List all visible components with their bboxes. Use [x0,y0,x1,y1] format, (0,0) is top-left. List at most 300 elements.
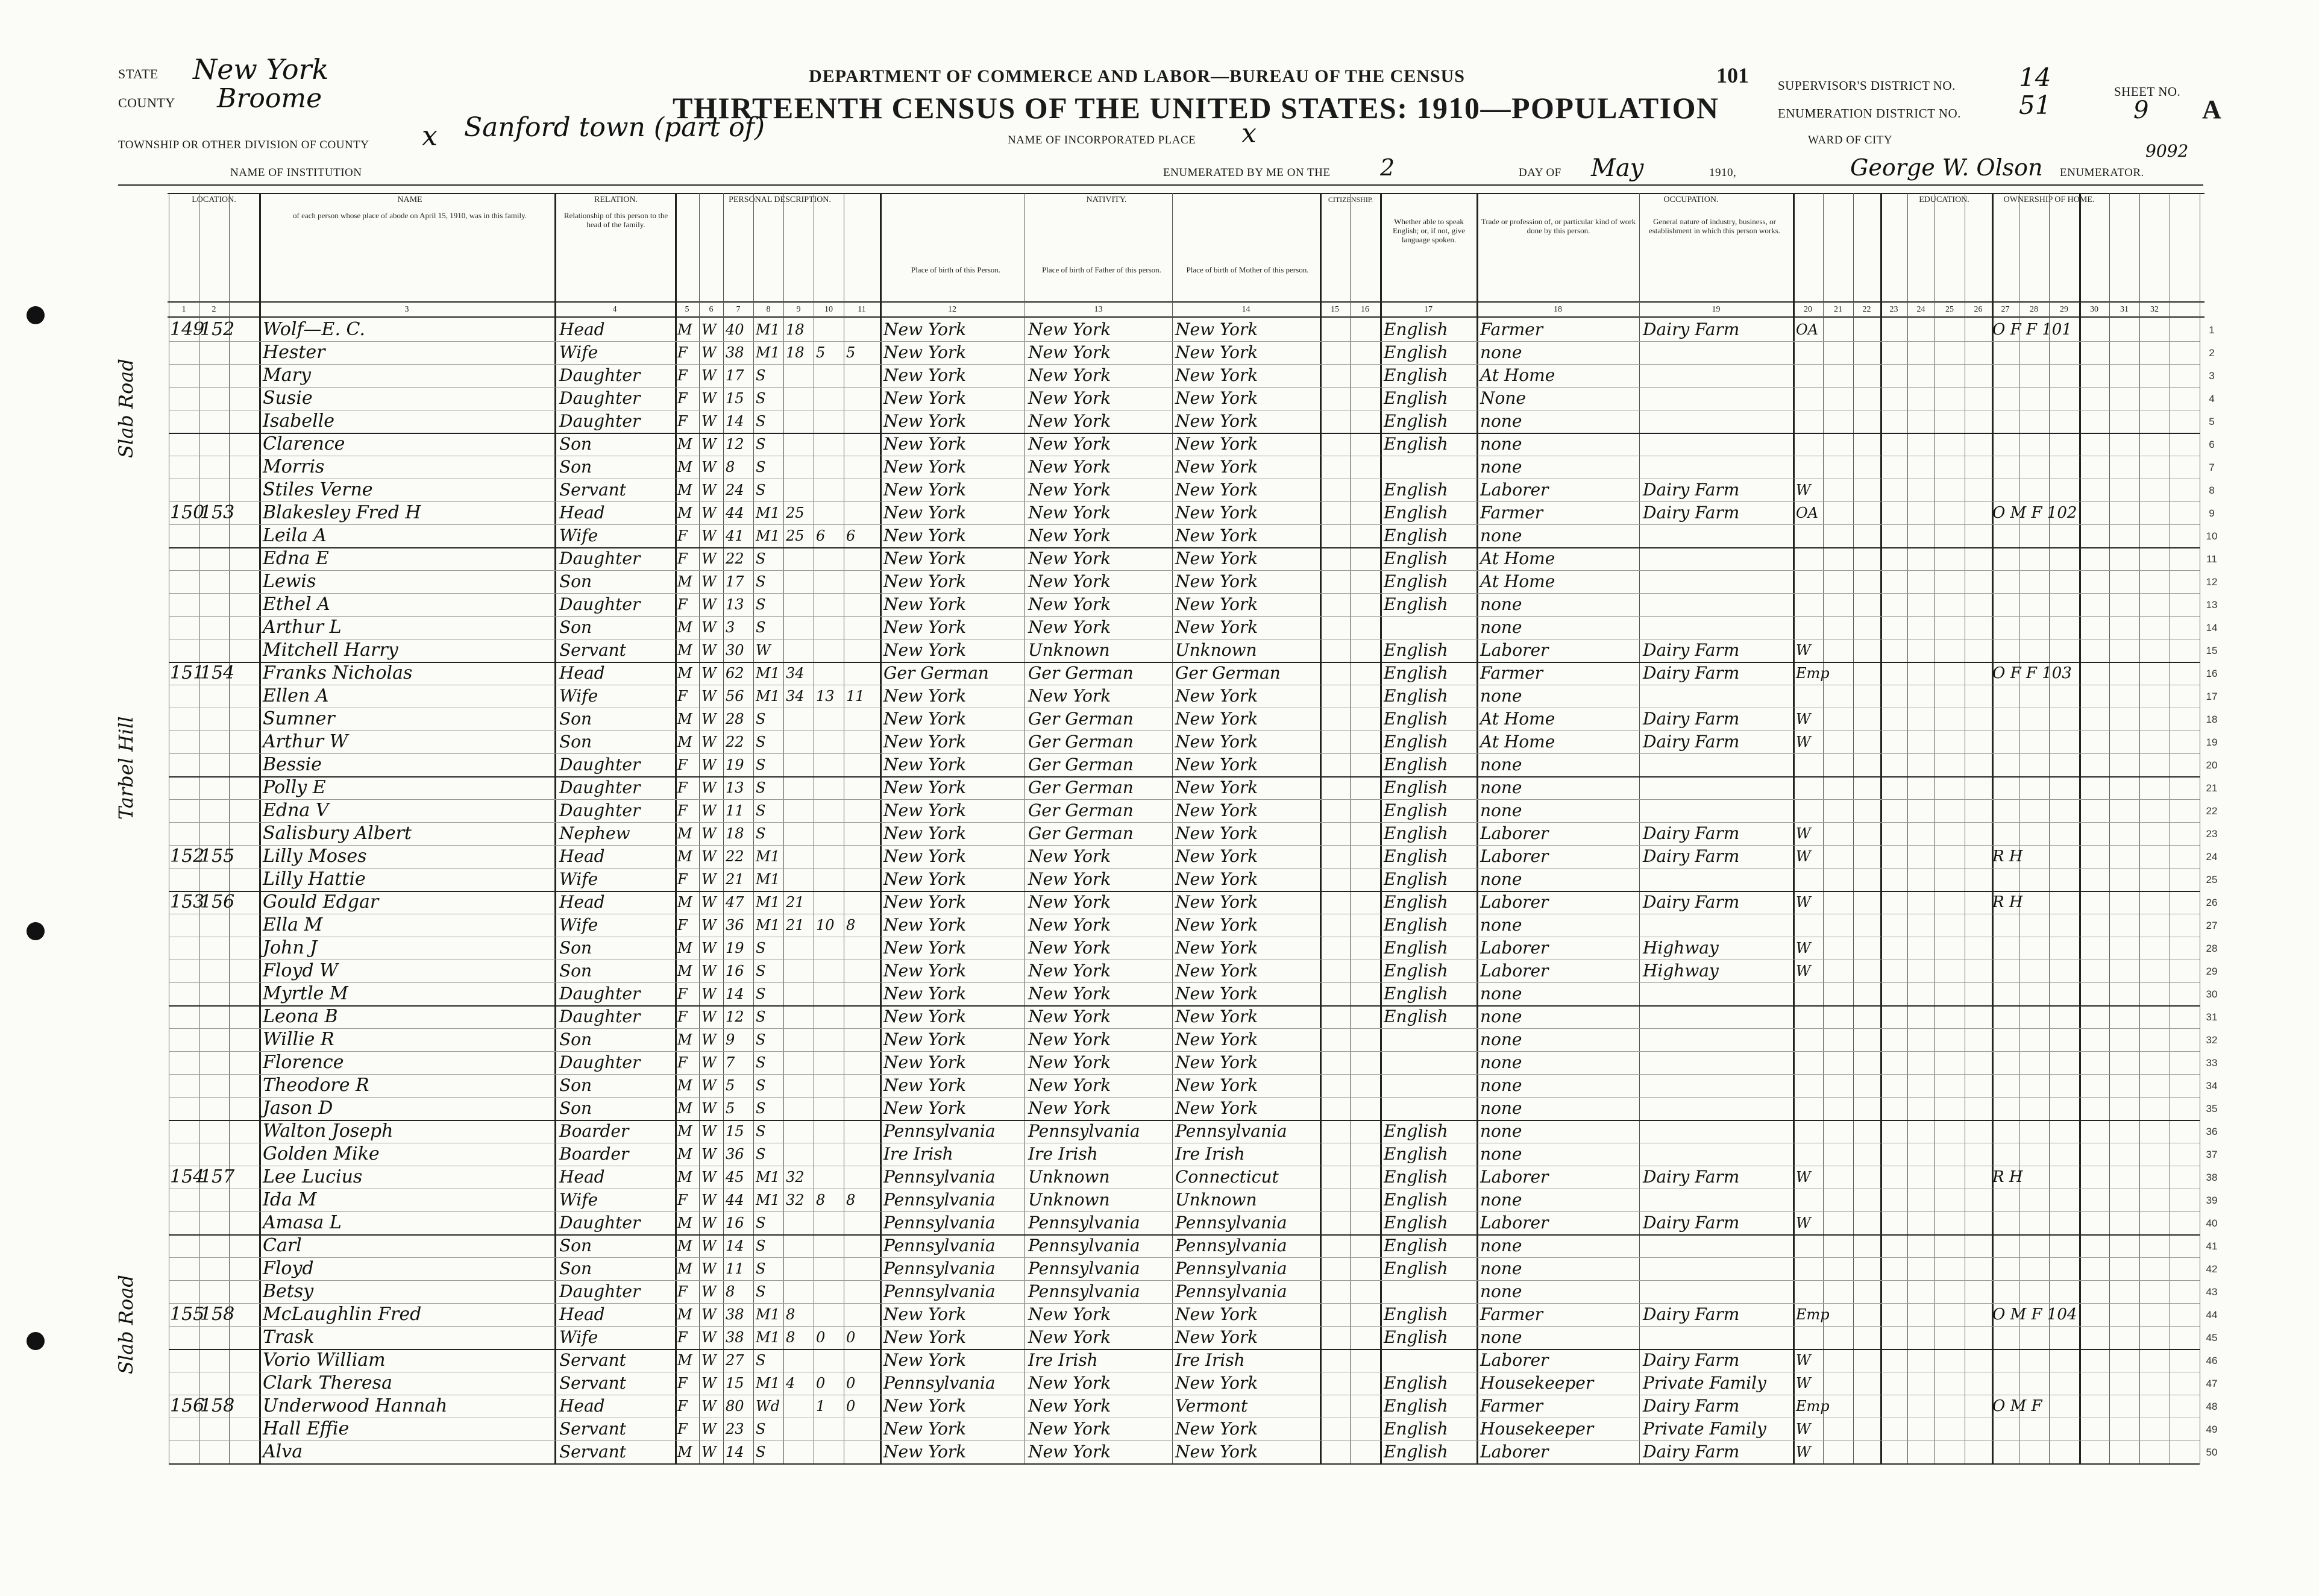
relation: Son [559,434,592,454]
race: W [701,1260,717,1277]
race: W [701,1375,717,1392]
age: 14 [726,985,744,1002]
person-name: Theodore R [263,1075,369,1096]
age: 38 [726,1329,744,1346]
birthplace-father: New York [1028,617,1111,637]
relation: Servant [559,1419,626,1439]
row-number: 45 [2206,1332,2218,1343]
age: 16 [726,963,744,979]
sex: M [677,848,692,865]
enumeration-label: ENUMERATION DISTRICT NO. [1778,106,1961,121]
industry: Dairy Farm [1643,480,1740,500]
person-name: Underwood Hannah [263,1395,448,1416]
race: W [701,413,717,430]
trade: Laborer [1480,938,1549,958]
age: 14 [726,1237,744,1254]
person-name: Arthur W [263,731,348,752]
language: English [1384,1007,1448,1026]
age: 47 [726,894,744,911]
person-name: Betsy [263,1281,314,1302]
age: 9 [726,1031,735,1048]
age: 14 [726,1444,744,1460]
children-living: 0 [846,1398,856,1415]
language: English [1384,342,1448,362]
employment-class: Emp [1796,1306,1830,1323]
column-number: 7 [736,305,741,314]
birthplace-person: Pennsylvania [883,1190,996,1210]
row-number: 50 [2206,1447,2218,1458]
row-number: 16 [2206,668,2218,679]
enumerator-name: George W. Olson [1850,154,2043,181]
birthplace-father: Unknown [1028,1190,1110,1210]
birthplace-person: New York [883,1419,967,1439]
birthplace-father: Ire Irish [1028,1144,1098,1164]
row-number: 41 [2206,1240,2218,1252]
township-value: Sanford town (part of) [464,112,765,143]
relation: Servant [559,1350,626,1370]
sheet-label: SHEET NO. [2114,84,2181,99]
person-name: Leila A [263,525,327,546]
race: W [701,504,717,521]
home-ownership: R H [1992,847,2023,866]
relation: Daughter [559,778,641,797]
birthplace-mother: New York [1175,1373,1258,1393]
birthplace-mother: New York [1175,1098,1258,1118]
age: 22 [726,550,744,567]
marital-status: S [756,1260,766,1277]
birthplace-person: New York [883,457,967,477]
birthplace-person: New York [883,915,967,935]
birthplace-father: Pennsylvania [1028,1236,1140,1255]
person-name: Hester [263,342,325,363]
person-name: Clark Theresa [263,1372,392,1393]
marital-status: S [756,1100,766,1117]
birthplace-person: New York [883,984,967,1004]
birthplace-person: New York [883,800,967,820]
birthplace-father: New York [1028,1098,1111,1118]
children-born: 5 [816,344,826,361]
race: W [701,390,717,407]
sex: M [677,711,692,727]
age: 11 [726,1260,744,1277]
birthplace-person: New York [883,1029,967,1049]
birthplace-person: New York [883,778,967,797]
person-name: Morris [263,456,325,477]
person-name: Vorio William [263,1349,386,1371]
age: 15 [726,1375,744,1392]
birthplace-person: New York [883,411,967,431]
marital-status: S [756,1077,766,1094]
birthplace-mother: New York [1175,892,1258,912]
employment-class: OA [1796,504,1819,521]
industry: Dairy Farm [1643,640,1740,660]
sex: M [677,642,692,659]
language: English [1384,938,1448,958]
language-header: Whether able to speak English; or, if not, give language spoken. [1392,217,1466,244]
relation: Wife [559,915,598,935]
birthplace-person: New York [883,1075,967,1095]
row-number: 14 [2206,622,2218,633]
birthplace-father: New York [1028,869,1111,889]
birthplace-mother: New York [1175,846,1258,866]
sex: M [677,436,692,453]
header-rule [118,184,2203,186]
children-living: 5 [846,344,856,361]
age: 80 [726,1398,744,1415]
race: W [701,1283,717,1300]
person-name: Sumner [263,708,335,729]
birthplace-person: New York [883,319,967,339]
column-number: 22 [1862,305,1871,314]
page-number: 101 [1716,63,1749,87]
sex: M [677,1077,692,1094]
birthplace-person: New York [883,434,967,454]
industry: Dairy Farm [1643,709,1740,729]
column-rule [1639,193,1640,1463]
row-number: 2 [2209,347,2215,359]
row-number: 5 [2209,416,2215,427]
row-number: 18 [2206,714,2218,725]
column-rule [1793,193,1795,1463]
person-name: Ethel A [263,594,330,615]
column-number: 25 [1945,305,1954,314]
relation: Wife [559,342,598,362]
person-name: Leona B [263,1006,338,1027]
relation: Daughter [559,548,641,568]
birthplace-mother: New York [1175,686,1258,706]
birthplace-person: New York [883,548,967,568]
row-number: 12 [2206,576,2218,588]
person-name: Edna V [263,800,329,821]
language: English [1384,1190,1448,1210]
employment-class: Emp [1796,665,1830,682]
birthplace-person: New York [883,365,967,385]
age: 3 [726,619,735,636]
row-number: 28 [2206,943,2218,954]
language: English [1384,800,1448,820]
language: English [1384,869,1448,889]
race: W [701,1054,717,1071]
trade: none [1480,526,1522,545]
birthplace-father: New York [1028,1052,1111,1072]
industry: Highway [1643,938,1719,958]
row-number: 39 [2206,1195,2218,1206]
person-name: Arthur L [263,617,342,638]
row-number: 32 [2206,1034,2218,1046]
birthplace-person: Pennsylvania [883,1213,996,1233]
birth-person-header: Place of birth of this Person. [911,265,1001,274]
birthplace-person: New York [883,1327,967,1347]
relation: Wife [559,869,598,889]
state-label: STATE [118,66,158,81]
age: 62 [726,665,744,682]
enumerated-day: 2 [1380,154,1395,181]
birthplace-person: New York [883,1007,967,1026]
age: 14 [726,413,744,430]
birthplace-mother: Unknown [1175,640,1257,660]
birthplace-person: New York [883,709,967,729]
birthplace-father: New York [1028,342,1111,362]
birthplace-father: New York [1028,1396,1111,1416]
corner-note: 9092 [2145,141,2189,161]
row-number: 4 [2209,393,2215,404]
person-name: Gould Edgar [263,891,379,913]
birthplace-mother: New York [1175,823,1258,843]
sex: M [677,573,692,590]
industry: Dairy Farm [1643,1304,1740,1324]
sex: M [677,1031,692,1048]
trade: none [1480,1327,1522,1347]
age: 5 [726,1077,735,1094]
age: 22 [726,848,744,865]
column-rule [1992,193,1994,1463]
row-number: 15 [2206,645,2218,656]
marital-status: S [756,1054,766,1071]
column-number: 17 [1424,305,1433,314]
birthplace-father: Ger German [1028,755,1134,774]
language: English [1384,984,1448,1004]
race: W [701,527,717,544]
ward-label: WARD OF CITY [1808,134,1893,146]
industry: Dairy Farm [1643,1396,1740,1416]
birthplace-person: New York [883,938,967,958]
department-line: DEPARTMENT OF COMMERCE AND LABOR—BUREAU OF THE CENSUS [809,66,1465,86]
years-married: 21 [786,894,805,911]
column-rule [2079,193,2081,1463]
birthplace-father: Unknown [1028,1167,1110,1187]
sex: M [677,1169,692,1186]
industry: Dairy Farm [1643,1350,1740,1370]
marital-status: M1 [756,1375,780,1392]
birthplace-person: New York [883,1304,967,1324]
trade: none [1480,755,1522,774]
children-living: 8 [846,1192,856,1208]
body-top-rule [168,316,2204,318]
race: W [701,1031,717,1048]
birthplace-person: Ire Irish [883,1144,953,1164]
relation: Son [559,1098,592,1118]
marital-status: S [756,711,766,727]
marital-status: M1 [756,894,780,911]
person-name: Golden Mike [263,1143,380,1164]
section-location: LOCATION. [192,195,236,204]
birthplace-father: New York [1028,365,1111,385]
sex: F [677,985,688,1002]
language: English [1384,732,1448,752]
relation: Servant [559,1373,626,1393]
birthplace-father: New York [1028,457,1111,477]
birthplace-person: New York [883,755,967,774]
person-name: Susie [263,388,313,409]
sex: M [677,940,692,957]
row-number: 17 [2206,691,2218,702]
birthplace-father: Ger German [1028,800,1134,820]
trade: none [1480,1236,1522,1255]
column-number: 10 [824,305,833,314]
trade: none [1480,869,1522,889]
employment-class: Emp [1796,1398,1830,1415]
birthplace-father: New York [1028,1327,1111,1347]
township-label: TOWNSHIP OR OTHER DIVISION OF COUNTY [118,139,369,151]
home-ownership: O F F 101 [1992,321,2072,339]
race: W [701,550,717,567]
marital-status: S [756,1008,766,1025]
relation: Daughter [559,365,641,385]
birthplace-person: Pennsylvania [883,1236,996,1255]
birthplace-mother: Pennsylvania [1175,1236,1287,1255]
marital-status: S [756,756,766,773]
enumerator-label: ENUMERATOR. [2060,166,2144,179]
birth-mother-header: Place of birth of Mother of this person. [1186,265,1309,274]
age: 24 [726,482,744,498]
relation: Wife [559,686,598,706]
birthplace-father: New York [1028,434,1111,454]
birthplace-person: New York [883,388,967,408]
trade: Laborer [1480,480,1549,500]
row-number: 29 [2206,966,2218,977]
sheet-value: 9 [2133,96,2149,124]
language: English [1384,1373,1448,1393]
age: 45 [726,1169,744,1186]
relation: Son [559,1236,592,1255]
marital-status: M1 [756,665,780,682]
trade: none [1480,778,1522,797]
race: W [701,1306,717,1323]
marital-status: S [756,802,766,819]
relation: Daughter [559,800,641,820]
language: English [1384,1419,1448,1439]
years-married: 8 [786,1329,795,1346]
birthplace-father: New York [1028,388,1111,408]
row-number: 35 [2206,1103,2218,1114]
birthplace-mother: Vermont [1175,1396,1248,1416]
relation: Son [559,732,592,752]
column-number: 23 [1889,305,1898,314]
language: English [1384,686,1448,706]
relation: Son [559,1075,592,1095]
marital-status: S [756,390,766,407]
row-number: 11 [2206,553,2217,565]
sex: F [677,1329,688,1346]
age: 8 [726,1283,735,1300]
birthplace-father: Pennsylvania [1028,1213,1140,1233]
row-number: 43 [2206,1286,2218,1298]
trade: Laborer [1480,1350,1549,1370]
trade: Housekeeper [1480,1419,1594,1439]
enumeration-value: 51 [2019,90,2051,120]
age: 17 [726,367,744,384]
marital-status: S [756,779,766,796]
race: W [701,367,717,384]
trade: Farmer [1480,1396,1543,1416]
birthplace-mother: New York [1175,938,1258,958]
marital-status: M1 [756,504,780,521]
family-number: 153 [200,502,235,523]
column-rule [2139,193,2140,1463]
birthplace-mother: New York [1175,984,1258,1004]
relation: Nephew [559,823,630,843]
language: English [1384,571,1448,591]
trade: At Home [1480,548,1555,568]
language: English [1384,709,1448,729]
children-born: 6 [816,527,826,544]
employment-class: W [1796,963,1811,979]
birthplace-mother: Unknown [1175,1190,1257,1210]
language: English [1384,1327,1448,1347]
birthplace-mother: New York [1175,388,1258,408]
trade: Farmer [1480,1304,1543,1324]
industry: Dairy Farm [1643,503,1740,523]
person-name: Stiles Verne [263,479,373,500]
race: W [701,642,717,659]
birthplace-person: New York [883,732,967,752]
birthplace-mother: New York [1175,732,1258,752]
trade: At Home [1480,709,1555,729]
birthplace-father: Pennsylvania [1028,1258,1140,1278]
person-name: Amasa L [263,1212,342,1233]
age: 40 [726,321,744,338]
years-married: 18 [786,344,805,361]
row-number: 7 [2209,462,2215,473]
column-number: 5 [685,305,689,314]
trade-header: Trade or profession of, or particular kind of work done by this person. [1481,217,1636,235]
birthplace-father: New York [1028,961,1111,981]
relation: Servant [559,640,626,660]
relation: Servant [559,480,626,500]
race: W [701,1444,717,1460]
person-name: Florence [263,1052,344,1073]
birthplace-mother: New York [1175,548,1258,568]
relation: Son [559,1258,592,1278]
employment-class: W [1796,1169,1811,1186]
sex: F [677,390,688,407]
industry: Dairy Farm [1643,823,1740,843]
relation: Daughter [559,1007,641,1026]
birthplace-mother: New York [1175,480,1258,500]
marital-status: S [756,1444,766,1460]
birthplace-father: New York [1028,984,1111,1004]
marital-status: S [756,367,766,384]
marital-status: S [756,1421,766,1437]
race: W [701,940,717,957]
birthplace-father: New York [1028,526,1111,545]
language: English [1384,365,1448,385]
row-number: 38 [2206,1172,2218,1183]
race: W [701,1421,717,1437]
language: English [1384,961,1448,981]
column-rule [1907,193,1908,1463]
column-number: 32 [2150,305,2159,314]
birthplace-mother: Ire Irish [1175,1350,1245,1370]
marital-status: S [756,573,766,590]
sex: F [677,527,688,544]
marital-status: M1 [756,688,780,705]
birthplace-person: Pennsylvania [883,1121,996,1141]
row-number: 25 [2206,874,2218,885]
employment-class: W [1796,642,1811,659]
marital-status: S [756,985,766,1002]
age: 21 [726,871,744,888]
marital-status: W [756,642,771,659]
birthplace-person: New York [883,869,967,889]
age: 15 [726,1123,744,1140]
trade: Laborer [1480,961,1549,981]
industry: Private Family [1643,1419,1766,1439]
industry: Dairy Farm [1643,892,1740,912]
street-note: Slab Road [115,359,137,458]
relation: Wife [559,526,598,545]
column-rule [880,193,882,1463]
